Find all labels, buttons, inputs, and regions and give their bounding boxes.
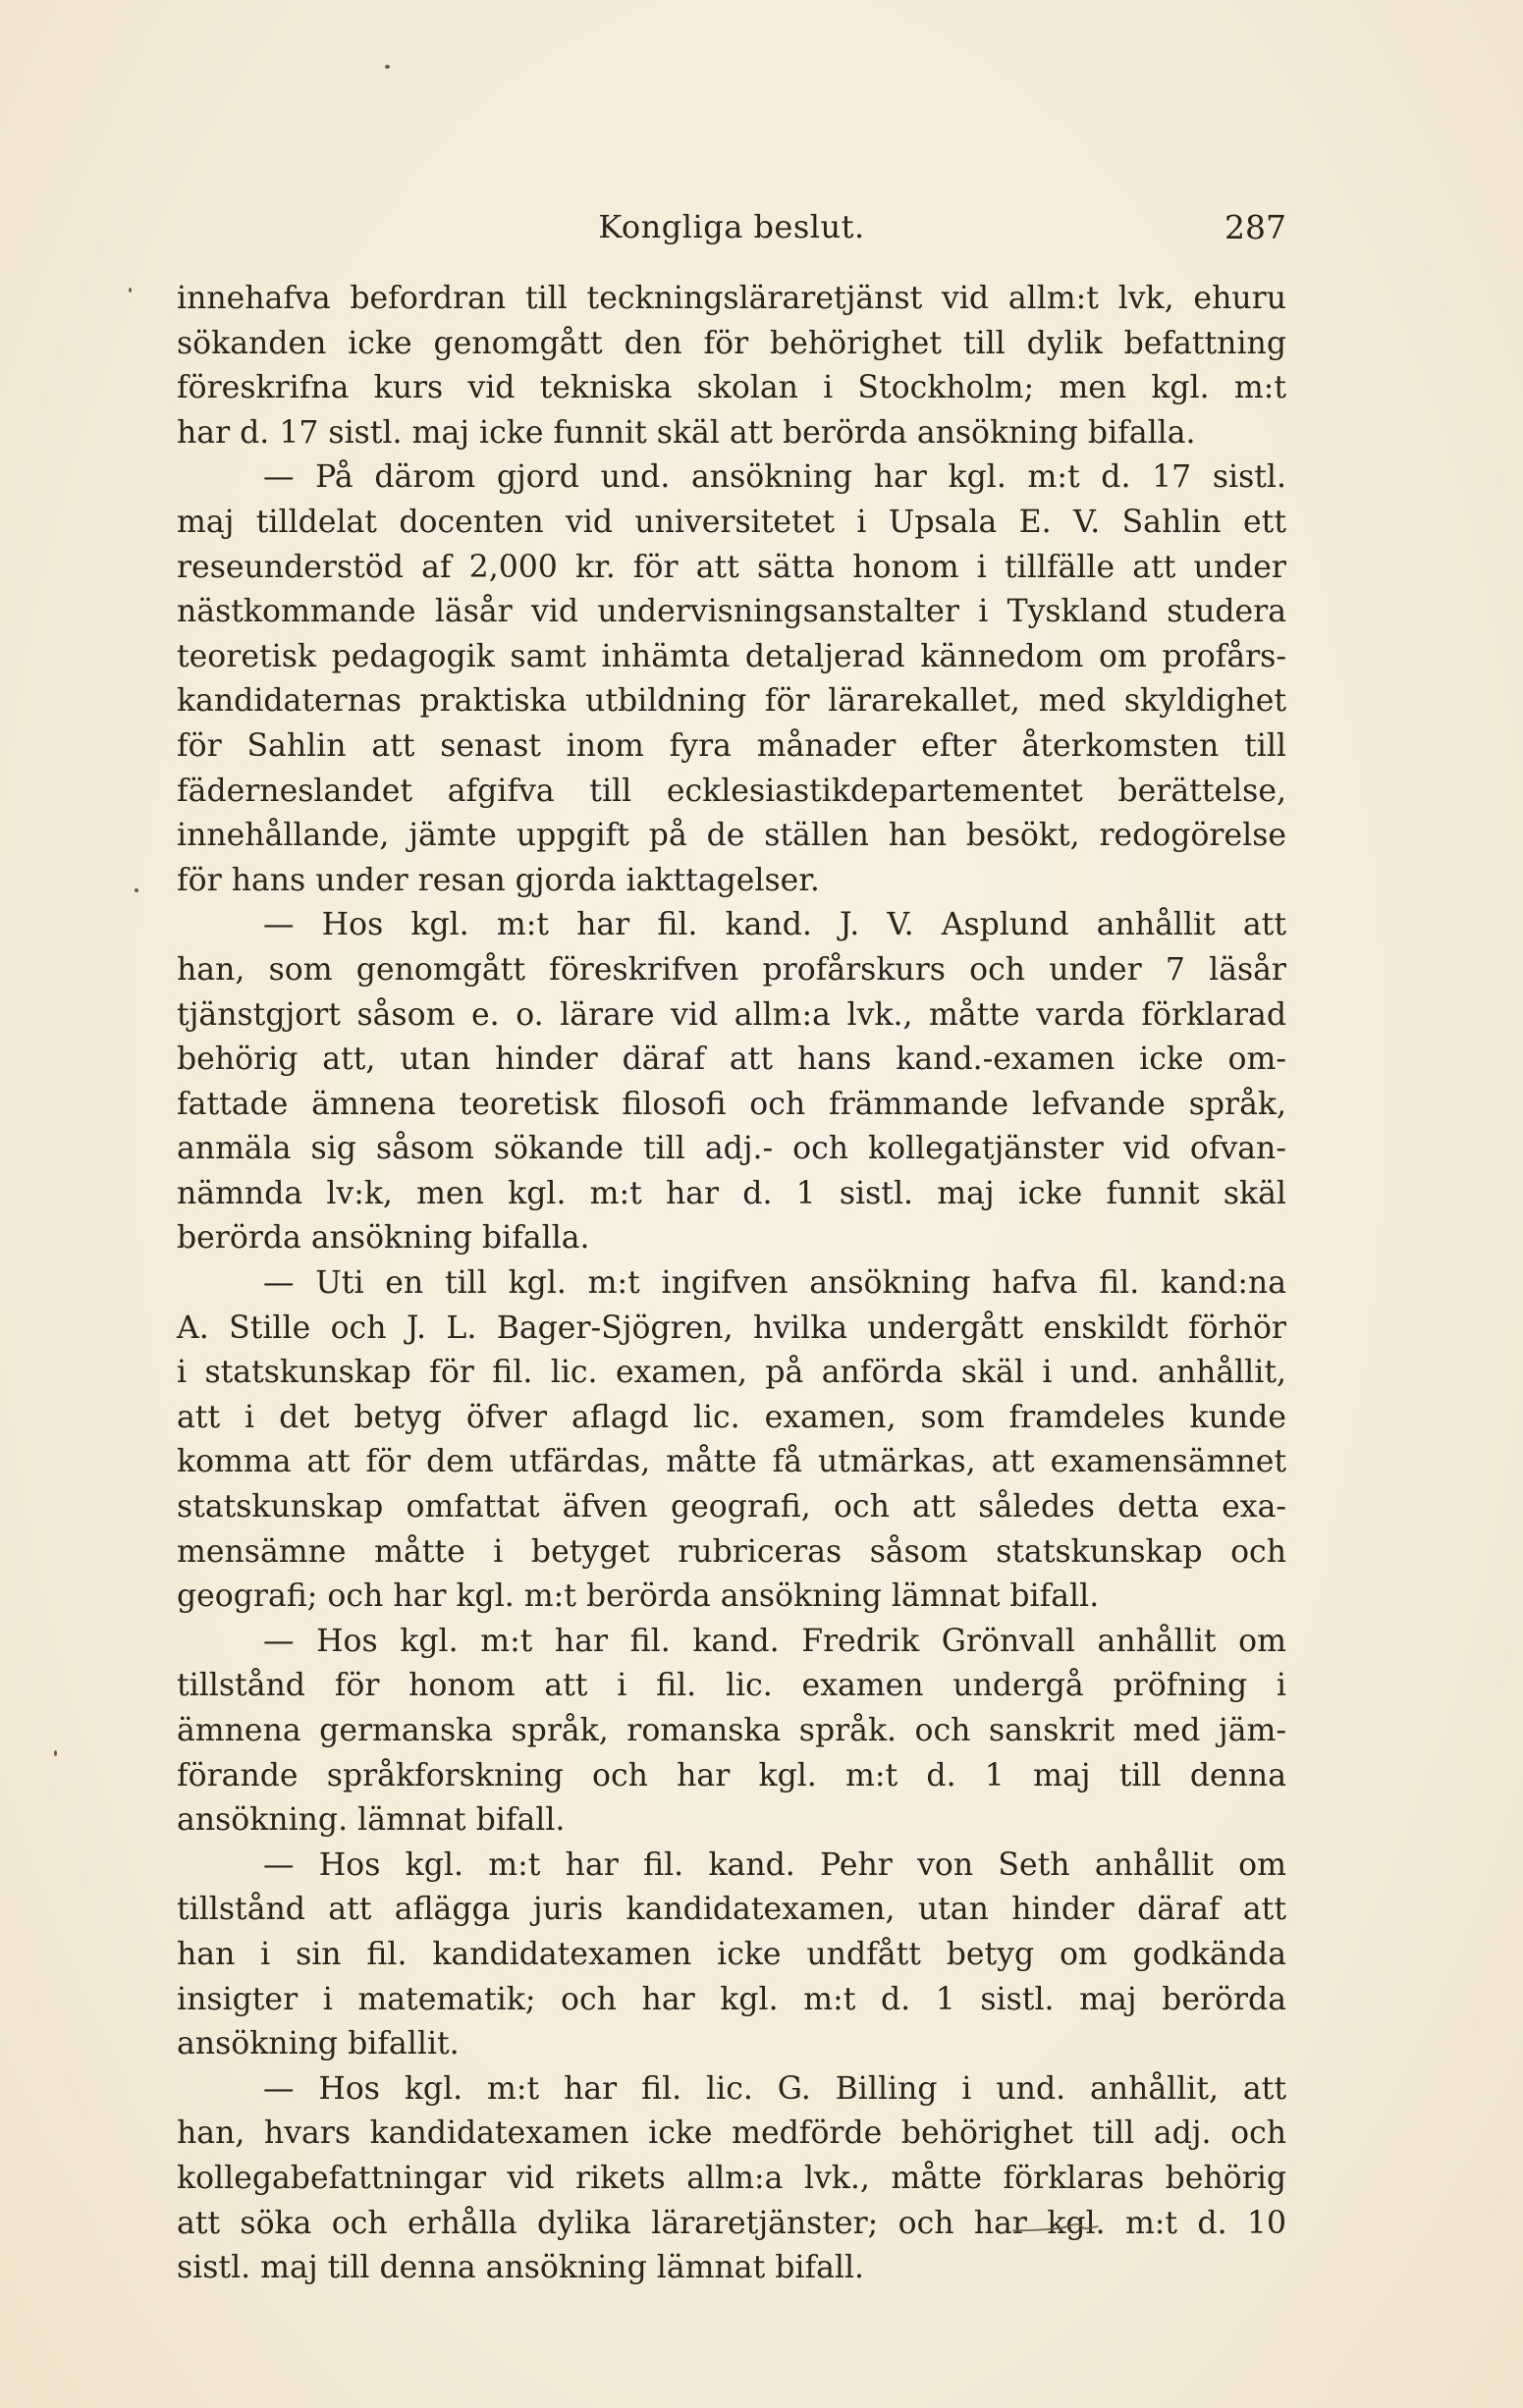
text-line: föreskrifna kurs vid tekniska skolan i Stockholm; men kgl. m:t [177, 370, 1286, 406]
text-line: nästkommande läsår vid undervisningsanstalter i Tyskland studera [177, 594, 1286, 630]
running-head: Kongliga beslut. [598, 208, 865, 245]
ink-speck [54, 1750, 57, 1756]
text-line: maj tilldelat docenten vid universitetet i Upsala E. V. Sahlin ett [177, 504, 1286, 540]
text-line: mensämne måtte i betyget rubriceras såsom statskunskap och [177, 1533, 1286, 1570]
text-line: sökanden icke genomgått den för behörighet till dylik befattning [177, 325, 1286, 361]
text-line: fäderneslandet afgifva till ecklesiastikdepartementet berättelse, [177, 773, 1286, 809]
text-line: för hans under resan gjorda iakttagelser. [177, 862, 820, 898]
text-line: ämnena germanska språk, romanska språk. och sanskrit med jäm- [177, 1713, 1286, 1748]
text-line: tillstånd att aflägga juris kandidatexamen, utan hinder däraf att [177, 1892, 1286, 1928]
text-line: — Uti en till kgl. m:t ingifven ansökning hafva fil. kand:na [263, 1265, 1286, 1302]
text-line: han, som genomgått föreskrifven profårskurs och under 7 läsår [177, 951, 1286, 988]
text-line: i statskunskap för fil. lic. examen, på anförda skäl i und. anhållit, [177, 1355, 1286, 1391]
text-line: — Hos kgl. m:t har fil. kand. Pehr von Seth anhållit om [263, 1846, 1286, 1883]
text-line: ansökning. lämnat bifall. [177, 1802, 566, 1839]
text-line: har d. 17 sistl. maj icke funnit skäl att berörda ansökning bifalla. [177, 414, 1196, 451]
text-line: han, hvars kandidatexamen icke medförde behörighet till adj. och [177, 2115, 1286, 2152]
text-line: — Hos kgl. m:t har fil. lic. G. Billing i und. anhållit, att [263, 2070, 1286, 2107]
text-line: — På därom gjord und. ansökning har kgl. m:t d. 17 sistl. [263, 459, 1286, 496]
tail-flourish-icon [1011, 2221, 1100, 2234]
text-line: nämnda lv:k, men kgl. m:t har d. 1 sistl. maj icke funnit skäl [177, 1175, 1286, 1211]
text-line: för Sahlin att senast inom fyra månader efter återkomsten till [177, 727, 1286, 764]
text-line: sistl. maj till denna ansökning lämnat bifall. [177, 2250, 865, 2286]
body-text [177, 277, 1286, 2291]
page-number: 287 [1224, 208, 1286, 246]
text-line: fattade ämnena teoretisk filosofi och främmande lefvande språk, [177, 1086, 1286, 1122]
text-line: A. Stille och J. L. Bager-Sjögren, hvilka undergått enskildt förhör [177, 1310, 1286, 1346]
text-line: statskunskap omfattat äfven geografi, och att således detta exa- [177, 1489, 1286, 1525]
text-line: komma att för dem utfärdas, måtte få utmärkas, att examensämnet [177, 1444, 1286, 1480]
text-line: kollegabefattningar vid rikets allm:a lvk., måtte förklaras behörig [177, 2160, 1286, 2196]
text-line: tillstånd för honom att i fil. lic. examen undergå pröfning i [177, 1668, 1286, 1704]
text-line: innehafva befordran till teckningsläraretjänst vid allm:t lvk, ehuru [177, 281, 1286, 316]
text-line: teoretisk pedagogik samt inhämta detaljerad kännedom om profårs- [177, 638, 1286, 674]
text-line: tjänstgjort såsom e. o. lärare vid allm:a lvk., måtte varda förklarad [177, 996, 1286, 1033]
text-line: — Hos kgl. m:t har fil. kand. Fredrik Grönvall anhållit om [263, 1623, 1286, 1659]
page-header [177, 208, 1286, 257]
text-line: geografi; och har kgl. m:t berörda ansökning lämnat bifall. [177, 1579, 1100, 1615]
text-line: reseunderstöd af 2,000 kr. för att sätta honom i tillfälle att under [177, 549, 1286, 585]
text-line: behörig att, utan hinder däraf att hans kand.-examen icke om- [177, 1042, 1286, 1078]
ink-speck [135, 888, 138, 892]
text-line: att söka och erhålla dylika läraretjänster; och har kgl. m:t d. 10 [177, 2205, 1286, 2241]
text-line: ansökning bifallit. [177, 2026, 460, 2062]
text-line: anmäla sig såsom sökande till adj.- och kollegatjänster vid ofvan- [177, 1131, 1286, 1167]
ink-speck [385, 65, 390, 69]
text-line: han i sin fil. kandidatexamen icke undfått betyg om godkända [177, 1936, 1286, 1972]
text-line: berörda ansökning bifalla. [177, 1220, 590, 1257]
text-line: kandidaternas praktiska utbildning för lärarekallet, med skyldighet [177, 683, 1286, 720]
ink-speck [129, 288, 132, 293]
text-line: innehållande, jämte uppgift på de ställen han besökt, redogörelse [177, 818, 1286, 854]
text-line: förande språkforskning och har kgl. m:t d. 1 maj till denna [177, 1757, 1286, 1793]
text-line: att i det betyg öfver aflagd lic. examen, som framdeles kunde [177, 1399, 1286, 1435]
text-line: insigter i matematik; och har kgl. m:t d. 1 sistl. maj berörda [177, 1981, 1286, 2017]
text-line: — Hos kgl. m:t har fil. kand. J. V. Asplund anhållit att [263, 907, 1286, 943]
